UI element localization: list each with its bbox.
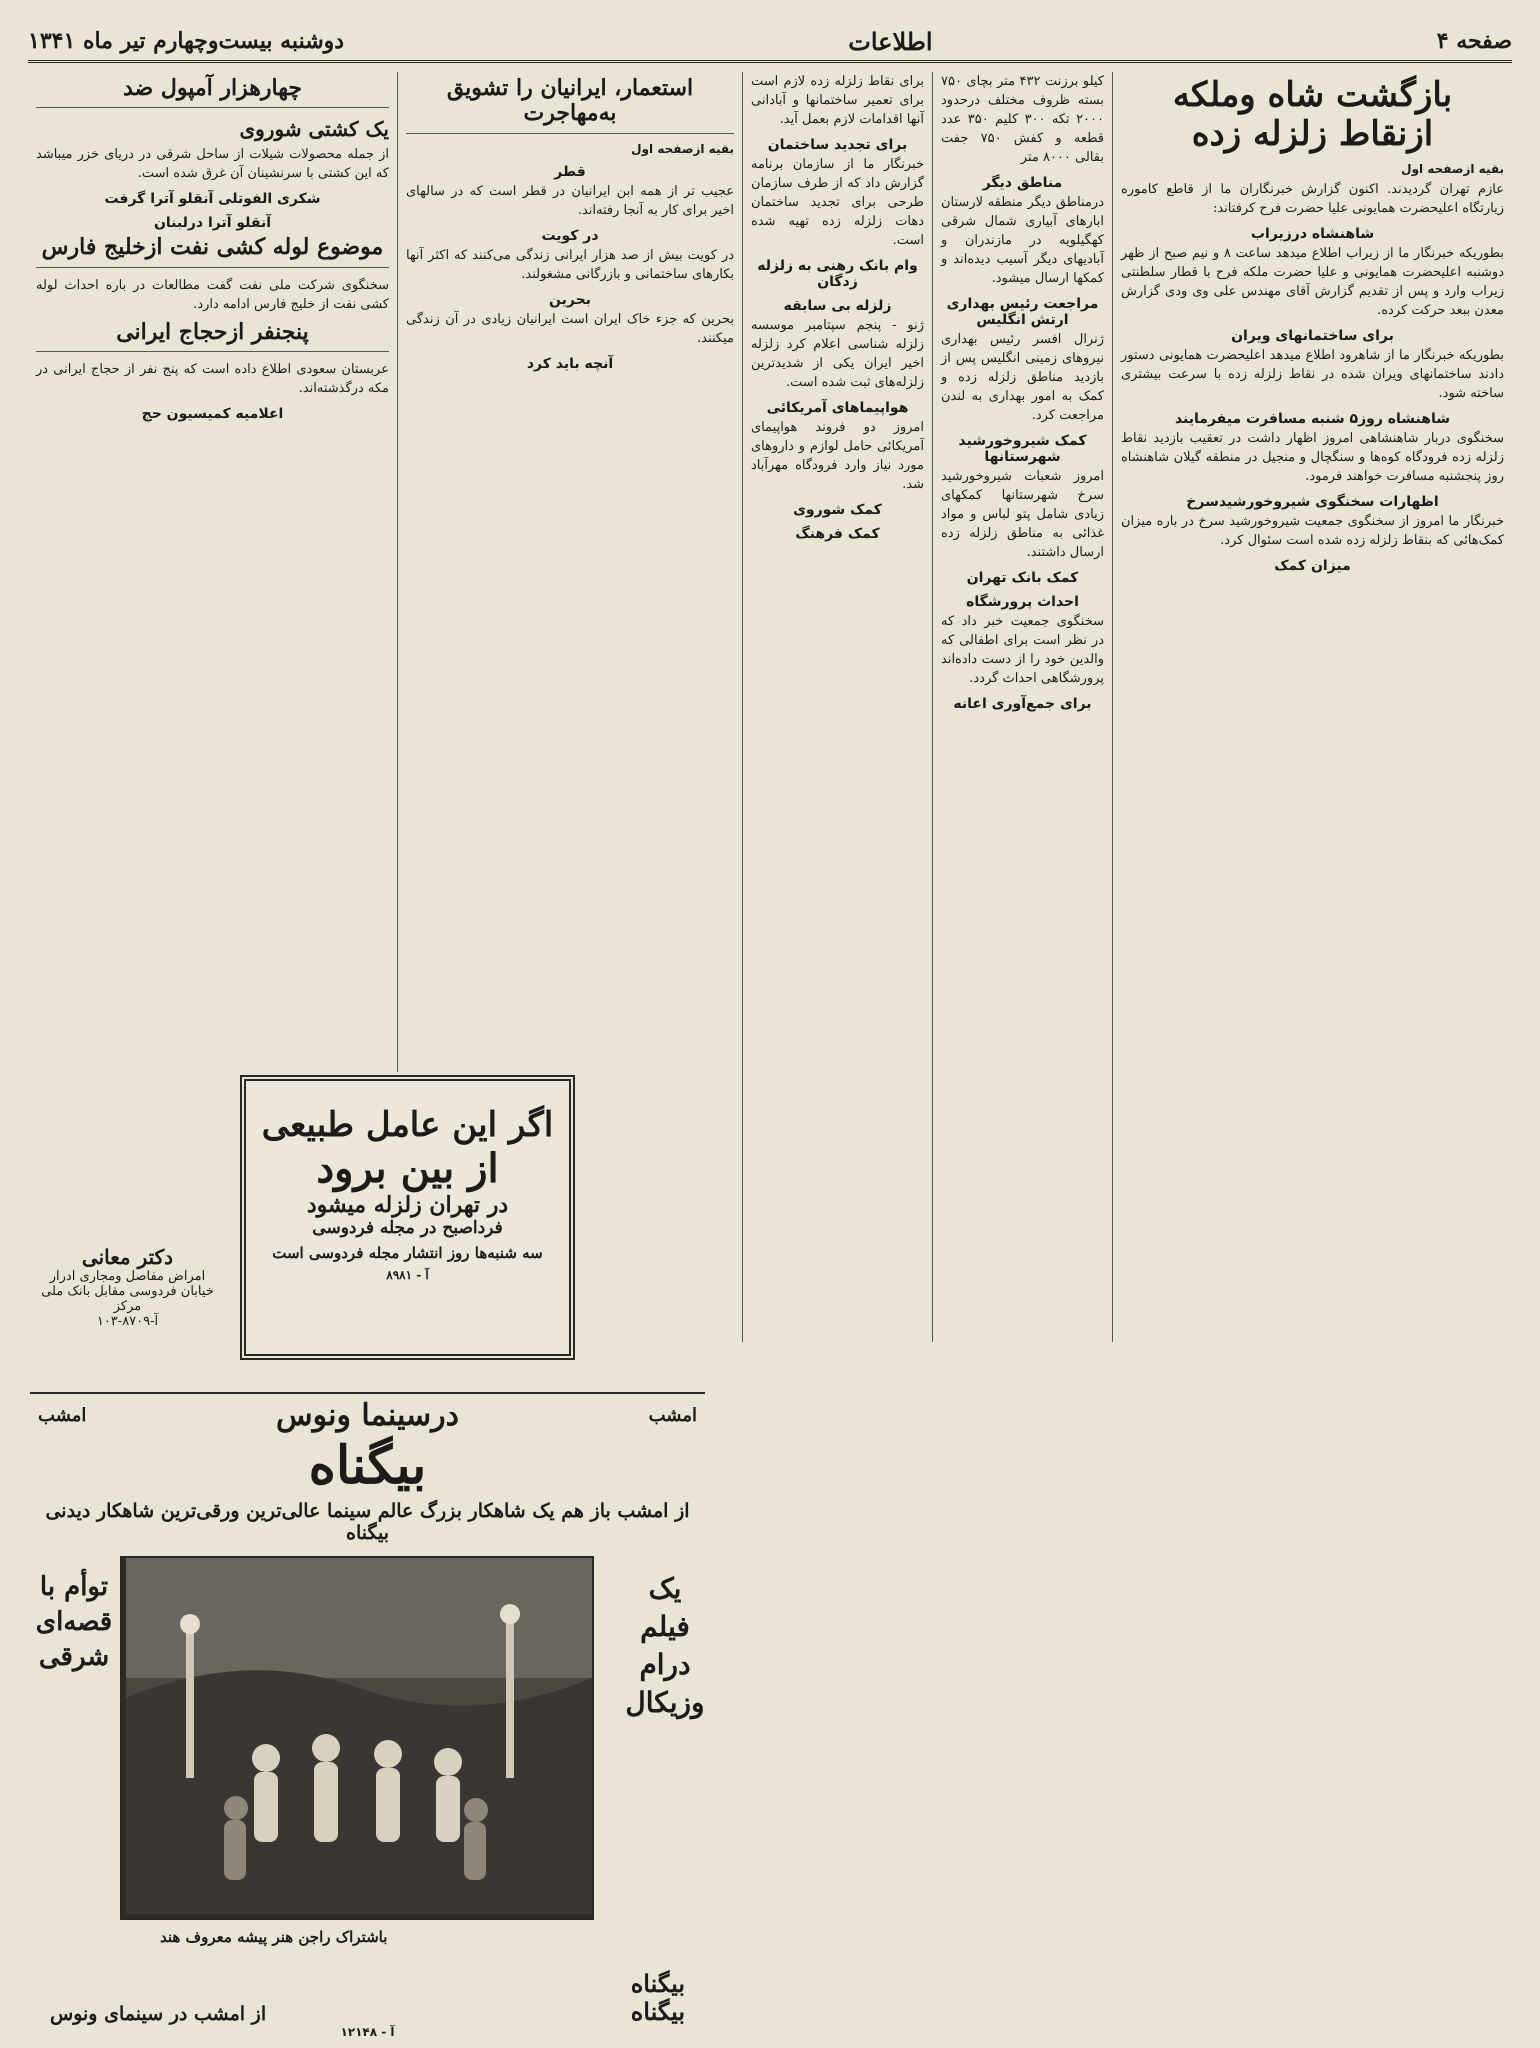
c3-body-4: امروز دو فروند هواپیمای آمریکائی حامل لوازم و داروهای مورد نیاز وارد فرودگاه مهرآباد شد.	[751, 420, 924, 492]
tonight-right: امشب	[648, 1405, 697, 1426]
mid-sub-6: برای جمع‌آوری اعانه	[953, 696, 1092, 712]
film-story: توأم با قصه‌ای شرقی	[35, 1572, 113, 1673]
film-still-illustration	[126, 1558, 592, 1914]
main-body-5: خبرنگار ما امروز از سخنگوی جمعیت شیروخورشید سرخ در باره میزان کمک‌هائی که بنقاط زلزله زده شده است سئوال کرد.	[1121, 514, 1504, 549]
main-sub-4: اظهارات سخنگوی شیروخورشیدسرخ	[1186, 494, 1439, 511]
pipeline-headline: موضوع لوله کشی نفت ازخلیج فارس	[36, 235, 389, 267]
emigration-body-1: عجیب تر از همه ابن ایرانیان در قطر است که در سالهای اخیر برای کار به آنجا رفته‌اند.	[406, 183, 734, 218]
main-body-1: عازم تهران گردیدند. اکنون گزارش خبرنگاران ما از قاطع کاموره زیارتگاه اعلیحضرت همایونی علیا حضرت فرح کرفتاند:	[1121, 182, 1504, 217]
cinema-top	[30, 1394, 705, 1437]
emigration-story	[397, 72, 742, 1072]
ship-body: از جمله محصولات شیلات از ساحل شرقی در دریای خزر میباشد که این کشتی با سرنشینان آن غرق شده است.	[36, 147, 389, 182]
emigration-dateline: بقیه ازصفحه اول	[631, 141, 734, 156]
main-headline: بازگشت شاه وملکه ازنقاط زلزله زده	[1172, 75, 1453, 155]
airplane-headline: شکری الفوتلی آنقلو آترا گرفت	[104, 191, 321, 208]
ad-line-4: فرداصبح در مجله فردوسی	[312, 1218, 503, 1238]
film-name-repeat	[631, 1970, 685, 2025]
mid-body-3: ژنرال افسر رئیس بهداری نیروهای زمینی انگلیس پس از بازدید مناطق زلزله زده و کمک به امور بهداری به لندن مراجعت کرد.	[941, 332, 1104, 423]
cinema-body	[30, 1550, 705, 1970]
doctor-ref: آ-۸۷۰۹-۱۰۳	[96, 1314, 159, 1329]
film-tagline: از امشب باز هم یک شاهکار بزرگ عالم سینما عالی‌ترین ورقی‌ترین شاهکار دیدنی بیگناه	[45, 1500, 690, 1545]
film-title: بیگناه	[308, 1435, 427, 1496]
film-credit: باشتراک راجن هنر پیشه معروف هند	[160, 1928, 388, 1947]
c3-body-3: ژنو - پنجم سپتامبر موسسه زلزله شناسی اعلام کرد زلزله اخیر ایران یکی از شدیدترین زلزله‌های ثبت شده است.	[751, 318, 924, 390]
main-sub-5: میزان کمک	[1274, 558, 1351, 575]
newspaper-title: اطلاعات	[848, 26, 933, 56]
emigration-body-3: بحرین که جزء خاک ایران است ایرانیان زیادی در آن زندگی میکنند.	[406, 311, 734, 346]
mid-sub-4: کمک بانک تهران	[966, 570, 1079, 586]
issue-date: دوشنبه بیست‌وچهارم تیر ماه ۱۳۴۱	[28, 28, 345, 54]
emigration-body-2: در کویت بیش از صد هزار ایرانی زندگی می‌کنند که اکثر آنها بکارهای ساختمانی و بازرگانی مشغولند.	[406, 247, 734, 282]
ad-ref: آ - ۸۹۸۱	[386, 1268, 429, 1282]
cinema-venus-ad	[30, 1392, 705, 2040]
ship-headline: یک کشتی شوروی	[239, 117, 389, 142]
c3-sub-1: برای تجدید ساختمان	[767, 137, 908, 153]
ad-line-1: اگر این عامل طبیعی	[261, 1105, 554, 1145]
main-sub-3: شاهنشاه روز۵ شنبه مسافرت میفرمایند	[1174, 411, 1451, 428]
ad-line-3: در تهران زلزله میشود	[306, 1192, 509, 1218]
tonight-left: امشب	[38, 1405, 87, 1426]
main-body-3: بطوریکه خبرنگار ما از شاهرود اطلاع میدهد اعلیحضرت همایونی دستور دادند ساختمانهای ویران شده در نقاط زلزله زده با سرعت بیشتری ساخته شود.	[1121, 348, 1504, 402]
main-body-4: سخنگوی دربار شاهنشاهی امروز اظهار داشت در تعقیب بازدید نقاط زلزله زده فرودگاه کوه‌ها و سنگچال و منجیل در منطقه گیلان شاهنشاه روز پنجشنبه مسافرت خواهند فرمود.	[1121, 431, 1504, 485]
mid-sub-5: احداث پرورشگاه	[966, 594, 1079, 610]
pilgrims-headline: پنجنفر ازحجاج ایرانی	[36, 320, 389, 352]
cinema-name: درسینما ونوس	[276, 1398, 459, 1433]
cinema-bottom	[30, 1970, 705, 2025]
main-story	[1112, 72, 1512, 1342]
ad-line-5: سه شنبه‌ها روز انتشار مجله فردوسی است	[272, 1244, 543, 1262]
showtime: از امشب در سینمای ونوس	[50, 2003, 267, 2026]
mid-body-5: سخنگوی جمعیت خبر داد که در نظر است برای اطفالی که والدین خود را از دست داده‌اند پرورشگاهی احداث گردد.	[941, 614, 1104, 686]
mid-sub-1: مناطق دیگر	[982, 175, 1063, 191]
hajj-notice-headline: اعلامیه کمیسیون حج	[141, 405, 284, 422]
left-column	[28, 72, 397, 1232]
mid-sub-3: کمک شیروخورشید شهرستانها	[958, 433, 1087, 465]
emigration-sub-1: قطر	[554, 163, 586, 180]
c3-sub-4: هواپیماهای آمریکائی	[766, 400, 909, 416]
doctor-address: خیابان فردوسی مقابل بانک ملی مرکز	[41, 1284, 214, 1314]
lebanon-headline: آنقلو آترا درلبنان	[153, 215, 272, 232]
mid-body-2: درمناطق دیگر منطقه لارستان ابارهای آبیاری شمال شرقی کهگیلویه در مازندران و آبادیهای دیگر آسیب دیده‌اند و کمکها ارسال میشود.	[941, 195, 1104, 286]
emigration-headline: استعمار، ایرانیان را تشویق به‌مهاجرت	[406, 76, 734, 134]
doctor-ad	[30, 1245, 225, 1329]
page-number: صفحه ۴	[1436, 28, 1512, 54]
main-dateline: بقیه ازصفحه اول	[1401, 162, 1504, 177]
column-three	[742, 72, 932, 1342]
mid-body-4: امروز شعبات شیروخورشید سرخ شهرستانها کمکهای زیادی شامل پتو لباس و مواد غذائی به مناطق زلزله زده ارسال داشتند.	[941, 469, 1104, 560]
pipeline-body: سخنگوی شرکت ملی نفت گفت مطالعات در باره احداث لوله کشی نفت از خلیج فارس ادامه دارد.	[36, 277, 389, 312]
c3-sub-2: وام بانک رهنی به زلزله زدگان	[757, 258, 918, 290]
ferdowsi-magazine-ad	[240, 1075, 575, 1360]
emigration-sub-3: بحرین	[549, 291, 591, 308]
c3-sub-5: کمک شوروی	[793, 502, 882, 518]
main-sub-2: برای ساختمانهای ویران	[1231, 328, 1394, 345]
film-name-1: بیگناه	[630, 1969, 685, 1999]
c3-body-1: برای نقاط زلزله زده لازم است برای تعمیر ساختمانها و آبادانی آنها اقدامات لازم بعمل آید.	[751, 74, 924, 127]
main-sub-1: شاهنشاه درزیراب	[1250, 226, 1375, 243]
mid-sub-2: مراجعت رئیس بهداری ارتش انگلیس	[946, 296, 1099, 328]
film-genre: یک فیلم درام وزیکال	[625, 1572, 705, 1719]
ad-line-2: از بین برود	[316, 1145, 499, 1192]
mid-body-1: کیلو برزنت ۴۳۲ متر بچای ۷۵۰ بسته ظروف مختلف درحدود ۲۰۰۰ تکه ۳۰۰ کلیم ۳۵۰ عدد قطعه و کفش ۷۵۰ جفت بقالی ۸۰۰۰ متر	[941, 74, 1104, 165]
c3-sub-6: کمک فرهنگ	[795, 526, 880, 542]
c3-body-2: خبرنگار ما از سازمان برنامه گزارش داد که از طرف سازمان طرحی برای تجدید ساختمان دهات زلزله زده تهیه شده است.	[751, 157, 924, 248]
main-body-2: بطوریکه خبرنگار ما از زیراب اطلاع میدهد ساعت ۸ و نیم صبح از ظهر دوشنبه اعلیحضرت همایونی و علیا حضرت ملکه فرح با قطار سلطنتی زیراب وارد و پس از تقدیم گزارش آقای مهندس علی وی ودی گزارش معدن ببعد حرکت کرده.	[1121, 246, 1504, 319]
doctor-specialty: امراض مفاصل ومجاری ادرار	[49, 1269, 206, 1284]
emigration-sub-4: آنچه باید کرد	[526, 355, 614, 372]
ampoule-headline: چهارهزار آمپول ضد	[36, 76, 389, 108]
emigration-sub-2: در کویت	[541, 227, 599, 244]
masthead	[28, 22, 1512, 63]
pilgrims-body: عربستان سعودی اطلاع داده است که پنج نفر از حجاج ایرانی در مکه درگذشته‌اند.	[36, 361, 389, 396]
film-name-2: بیگناه	[630, 1996, 685, 2026]
cinema-ref: آ - ۱۲۱۴۸	[340, 2025, 395, 2040]
doctor-name: دکتر معانی	[81, 1245, 174, 1269]
column-mid	[932, 72, 1112, 1342]
c3-sub-3: زلزله بی سابقه	[783, 298, 892, 314]
film-still-image	[120, 1556, 594, 1920]
